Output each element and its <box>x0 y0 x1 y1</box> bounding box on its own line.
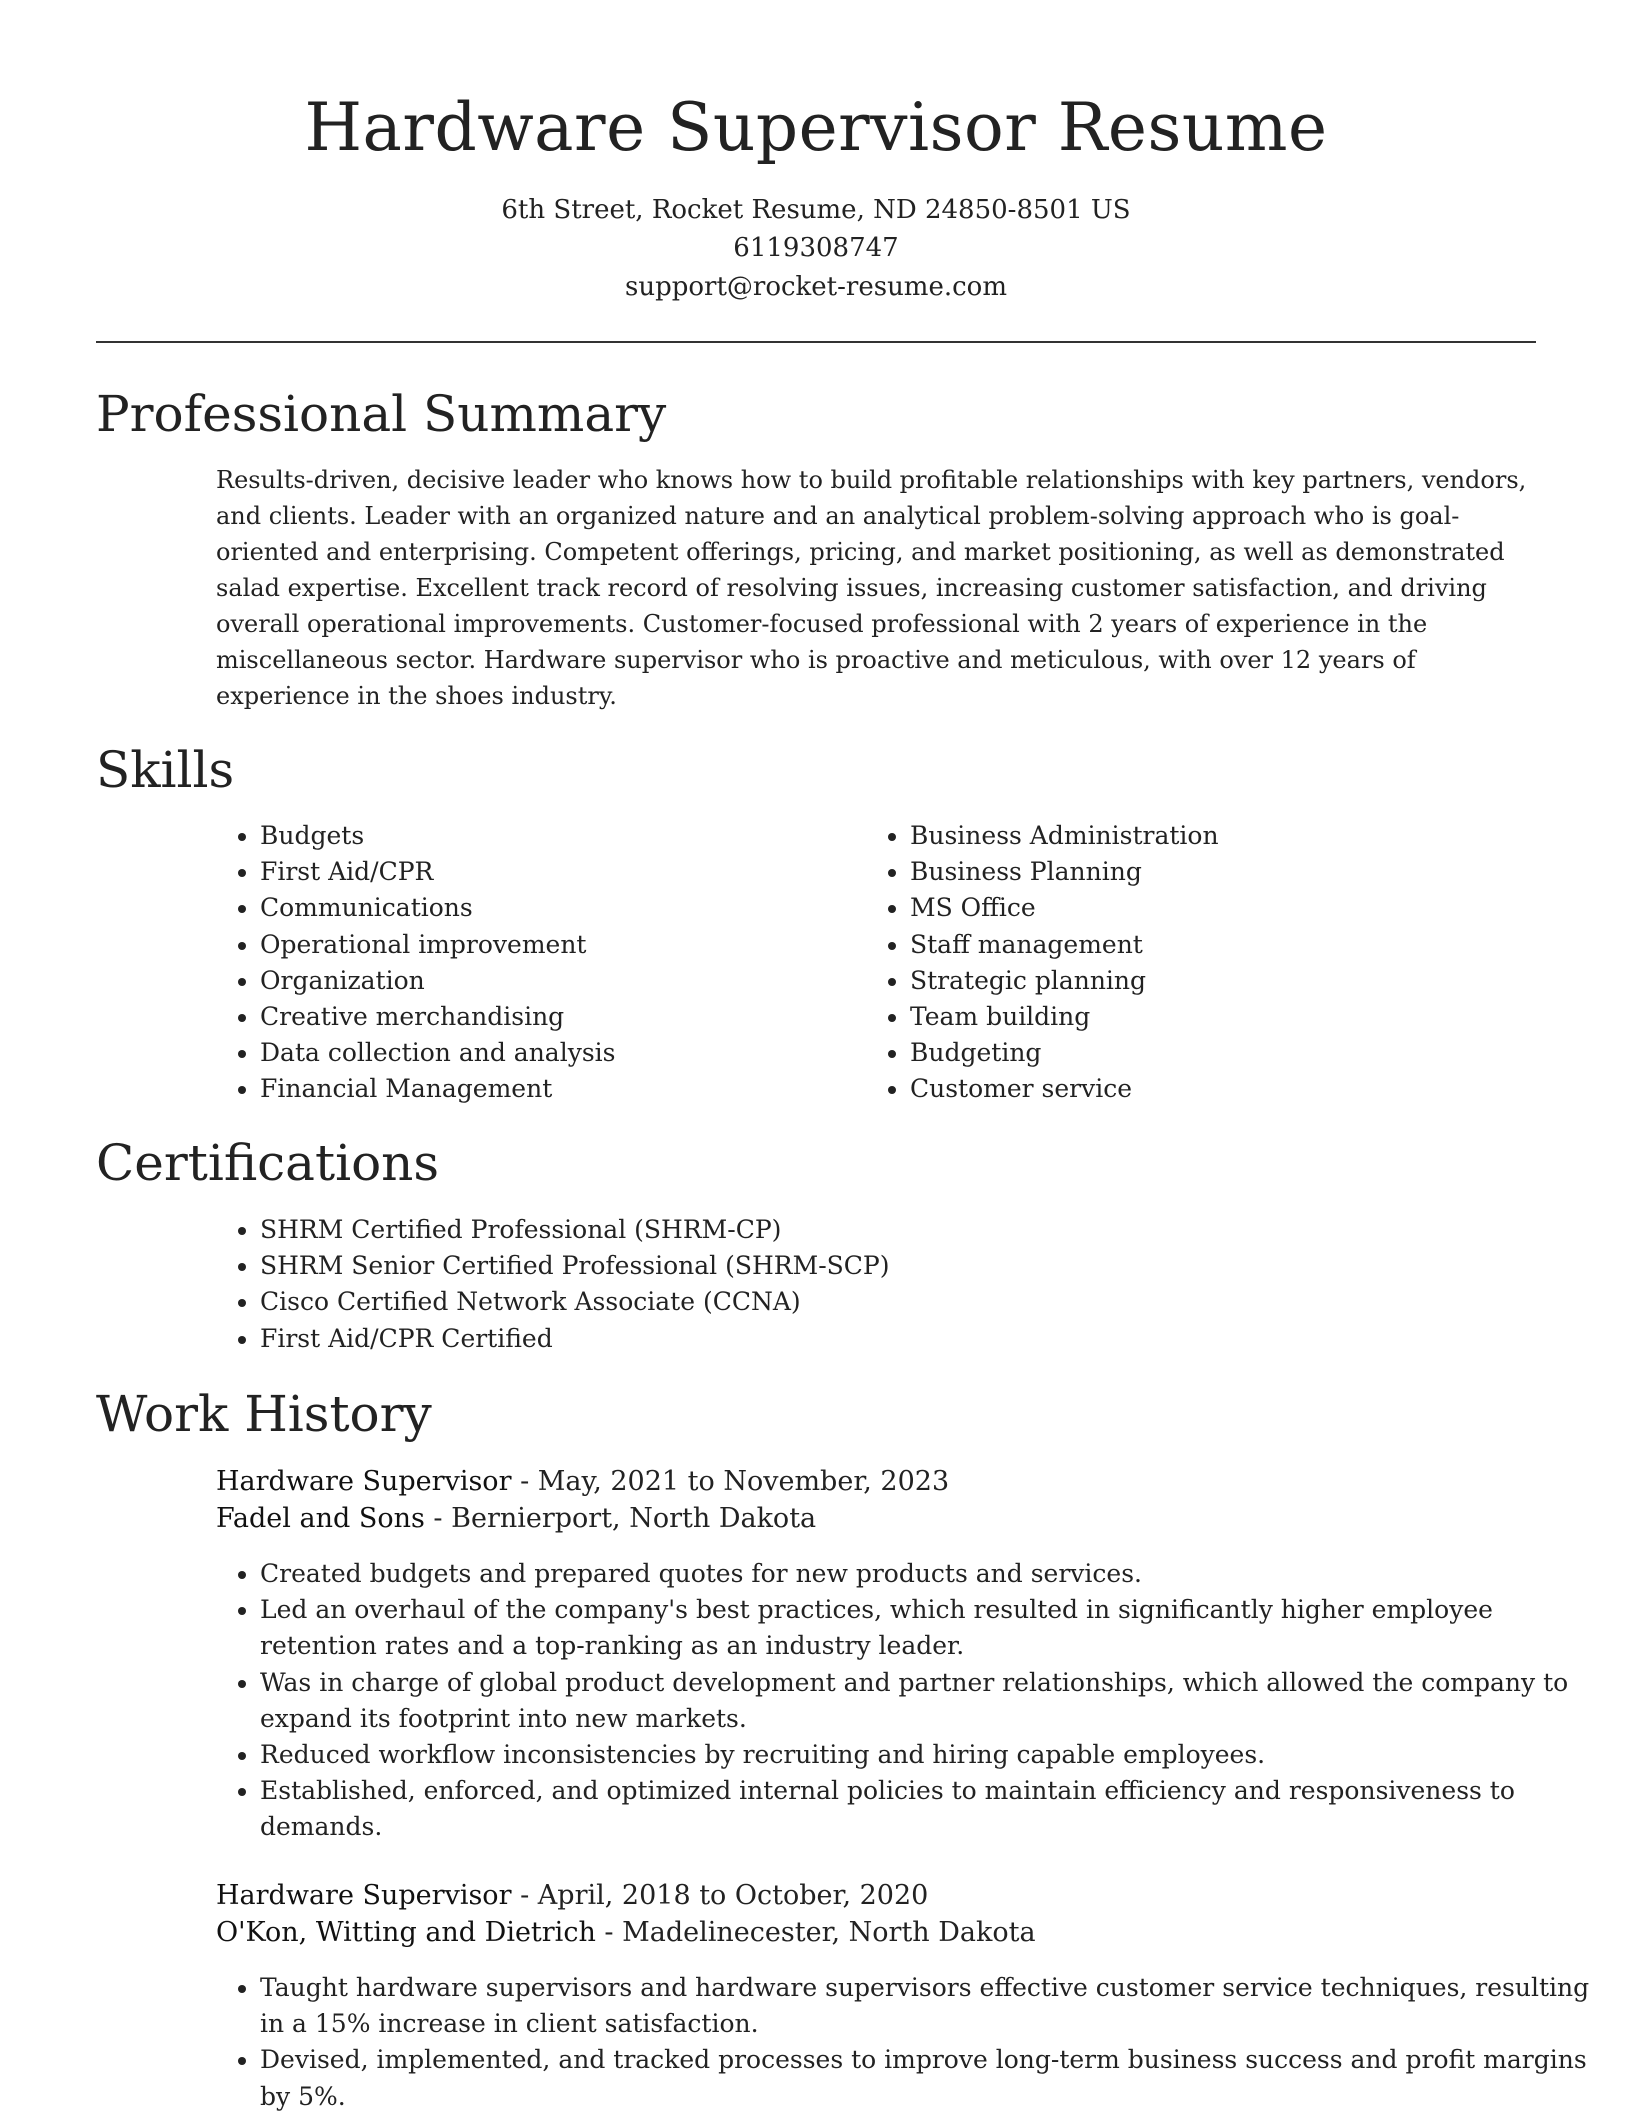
skill-item: • Budgets <box>260 818 860 854</box>
job-employer: Fadel and Sons <box>216 1503 425 1534</box>
job-employer-line <box>216 1914 1036 1952</box>
skill-item: • Business Planning <box>910 854 1550 890</box>
job-title: Hardware Supervisor <box>216 1466 512 1497</box>
work-history-heading: Work History <box>96 1385 432 1443</box>
job-bullet: • Devised, implemented, and tracked processes to improve long-term business success and profit margins by 5%. <box>260 2042 1590 2114</box>
skills-list-right <box>866 818 1550 1108</box>
skills-list-left <box>216 818 860 1108</box>
skill-item: • Staff management <box>910 927 1550 963</box>
certifications-list <box>216 1212 1360 1357</box>
job-title: Hardware Supervisor <box>216 1880 512 1911</box>
job-employer-line <box>216 1500 816 1538</box>
skill-item: • Business Administration <box>910 818 1550 854</box>
skill-item: • Budgeting <box>910 1035 1550 1071</box>
skill-item: • Team building <box>910 999 1550 1035</box>
job-separator: - <box>424 1503 452 1534</box>
skills-heading: Skills <box>96 741 235 799</box>
summary-text: Results-driven, decisive leader who knows how to build profitable relationships with key partners, vendors, and clients. Leader with an organized nature and an analytical problem-solving approach who is goal-oriented and enterprising. Competent offerings, pricing, and market positioning, as well as demonstrated salad expertise. Excellent track record of resolving issues, increasing customer satisfaction, and driving overall operational improvements. Customer-focused professional with 2 years of experience in the miscellaneous sector. Hardware supervisor who is proactive and meticulous, with over 12 years of experience in the shoes industry. <box>216 466 1527 710</box>
job-location: Bernierport, North Dakota <box>451 1503 817 1534</box>
certifications-heading: Certifications <box>96 1134 440 1192</box>
skill-item: • Financial Management <box>260 1071 860 1107</box>
job-bullet: • Created budgets and prepared quotes for new products and services. <box>260 1556 1590 1592</box>
skill-item: • Data collection and analysis <box>260 1035 860 1071</box>
job-bullet: • Was in charge of global product development and partner relationships, which allowed the company to expand its footprint into new markets. <box>260 1665 1590 1737</box>
contact-address: 6th Street, Rocket Resume, ND 24850-8501 US <box>501 195 1131 225</box>
certification-item: • Cisco Certified Network Associate (CCNA) <box>260 1284 1360 1320</box>
job-bullet: • Led an overhaul of the company's best practices, which resulted in significantly higher employee retention rates and a top-ranking as an industry leader. <box>260 1592 1590 1664</box>
job-dates: April, 2018 to October, 2020 <box>537 1880 929 1911</box>
contact-phone: 6119308747 <box>733 233 899 263</box>
job-bullets <box>216 1970 1590 2115</box>
skill-item: • Creative merchandising <box>260 999 860 1035</box>
job-separator: - <box>511 1880 538 1911</box>
job-title-line <box>216 1877 928 1915</box>
job-bullet: • Taught hardware supervisors and hardware supervisors effective customer service techniques, resulting in a 15% increase in client satisfaction. <box>260 1970 1590 2042</box>
skill-item: • MS Office <box>910 890 1550 926</box>
job-location: Madelinecester, North Dakota <box>622 1917 1036 1948</box>
job-employer: O'Kon, Witting and Dietrich <box>216 1917 596 1948</box>
skill-item: • Strategic planning <box>910 963 1550 999</box>
resume-title: Hardware Supervisor Resume <box>304 89 1328 166</box>
job-separator: - <box>595 1917 623 1948</box>
job-bullet: • Reduced workflow inconsistencies by recruiting and hiring capable employees. <box>260 1737 1590 1773</box>
skill-item: • Operational improvement <box>260 927 860 963</box>
certification-item: • SHRM Senior Certified Professional (SHRM-SCP) <box>260 1248 1360 1284</box>
certification-item: • First Aid/CPR Certified <box>260 1321 1360 1357</box>
job-title-line <box>216 1463 949 1501</box>
job-dates: May, 2021 to November, 2023 <box>537 1466 950 1497</box>
skill-item: • Communications <box>260 890 860 926</box>
certification-item: • SHRM Certified Professional (SHRM-CP) <box>260 1212 1360 1248</box>
job-bullet: • Established, enforced, and optimized internal policies to maintain efficiency and responsiveness to demands. <box>260 1773 1590 1845</box>
header-divider <box>96 341 1536 343</box>
job-separator: - <box>511 1466 538 1497</box>
skill-item: • Customer service <box>910 1071 1550 1107</box>
skill-item: • First Aid/CPR <box>260 854 860 890</box>
job-bullets <box>216 1556 1590 1846</box>
contact-email: support@rocket-resume.com <box>624 272 1007 302</box>
summary-heading: Professional Summary <box>96 385 667 443</box>
skill-item: • Organization <box>260 963 860 999</box>
